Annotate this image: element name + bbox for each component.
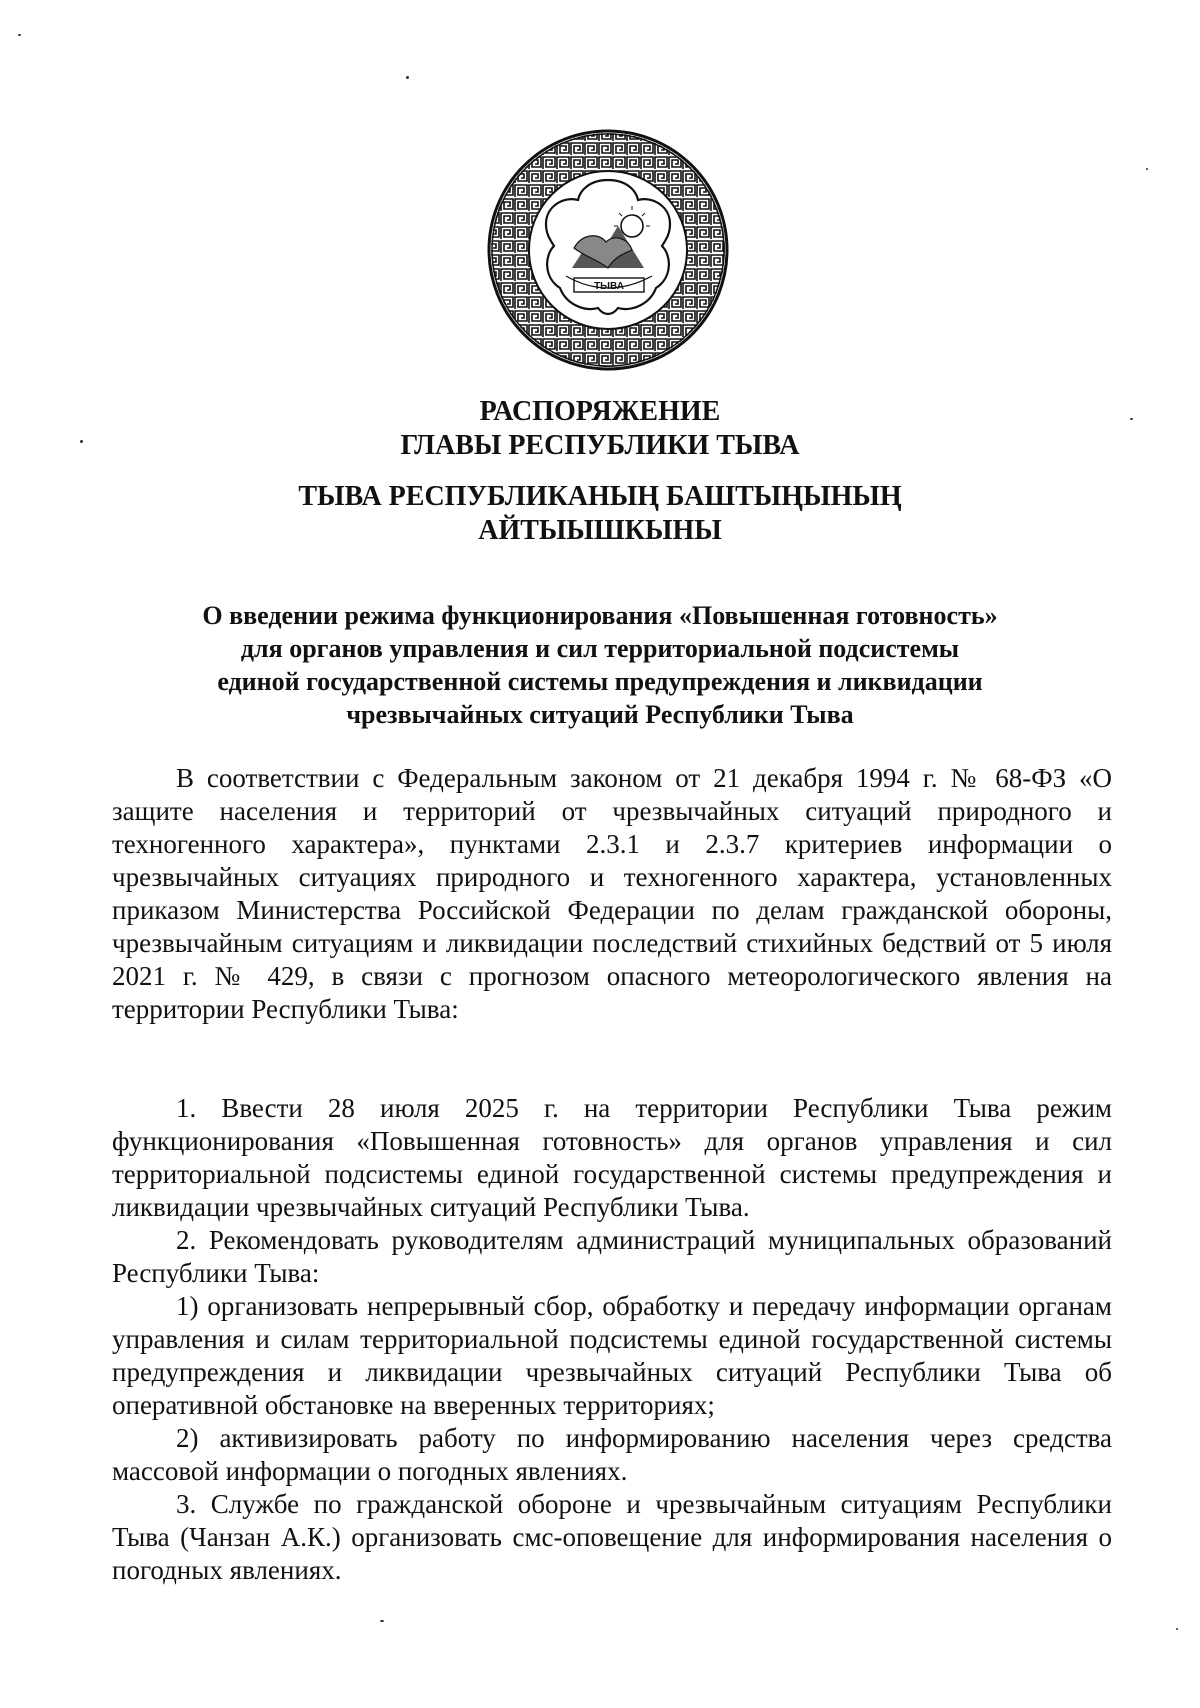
emblem-inscription: ТЫВА (594, 281, 624, 292)
document-title-tyv (0, 480, 1200, 548)
subject-line: чрезвычайных ситуаций Республики Тыва (346, 700, 854, 729)
scan-speck (80, 440, 83, 443)
clause-2-item-1: 1) организовать непрерывный сбор, обработку и передачу информации органам управления и силам территориальной подсистемы единой государственной системы предупреждения и ликвидации чрезвычайных ситуаций Республики Тыва об оперативной обстановке на вверенных территориях; (112, 1291, 1112, 1420)
clause-2-item-2: 2) активизировать работу по информированию населения через средства массовой информации о погодных явлениях. (112, 1423, 1112, 1486)
subject-line: единой государственной системы предупреждения и ликвидации (217, 667, 983, 696)
title-ru-line: ГЛАВЫ РЕСПУБЛИКИ ТЫВА (400, 430, 800, 461)
tuva-coat-of-arms-icon (486, 128, 730, 372)
document-title-ru (0, 395, 1200, 463)
title-tyv-line: ТЫВА РЕСПУБЛИКАНЫҢ БАШТЫҢЫНЫҢ (298, 481, 902, 512)
scan-speck (380, 1620, 384, 1622)
document-body (112, 762, 1112, 1587)
scan-speck (1146, 168, 1148, 170)
subject-line: О введении режима функционирования «Повышенная готовность» (202, 601, 998, 630)
scan-speck (1130, 418, 1133, 420)
scan-speck (1176, 1628, 1178, 1630)
clause-3: 3. Службе по гражданской обороне и чрезвычайным ситуациям Республики Тыва (Чанзан А.К.) организовать смс-оповещение для информирования населения о погодных явлениях. (112, 1489, 1112, 1585)
scan-speck (18, 34, 21, 36)
scan-speck (406, 76, 409, 79)
document-subject (120, 599, 1080, 731)
clause-2: 2. Рекомендовать руководителям администраций муниципальных образований Республики Тыва: (112, 1225, 1112, 1288)
subject-line: для органов управления и сил территориальной подсистемы (240, 634, 960, 663)
preamble-paragraph: В соответствии с Федеральным законом от 21 декабря 1994 г. № 68-ФЗ «О защите населения и территорий от чрезвычайных ситуаций природного и техногенного характера», пунктами 2.3.1 и 2.3.7 критериев информации о чрезвычайных ситуациях природного и техногенного характера, установленных приказом Министерства Российской Федерации по делам гражданской обороны, чрезвычайным ситуациям и ликвидации последствий стихийных бедствий от 5 июля 2021 г. № 429, в связи с прогнозом опасного метеорологического явления на территории Республики Тыва: (112, 763, 1112, 1024)
title-ru-line: РАСПОРЯЖЕНИЕ (479, 396, 721, 427)
clause-1: 1. Ввести 28 июля 2025 г. на территории Республики Тыва режим функционирования «Повышенная готовность» для органов управления и сил территориальной подсистемы единой государственной системы предупреждения и ликвидации чрезвычайных ситуаций Республики Тыва. (112, 1093, 1112, 1222)
title-tyv-line: АЙТЫЫШКЫНЫ (478, 515, 722, 546)
